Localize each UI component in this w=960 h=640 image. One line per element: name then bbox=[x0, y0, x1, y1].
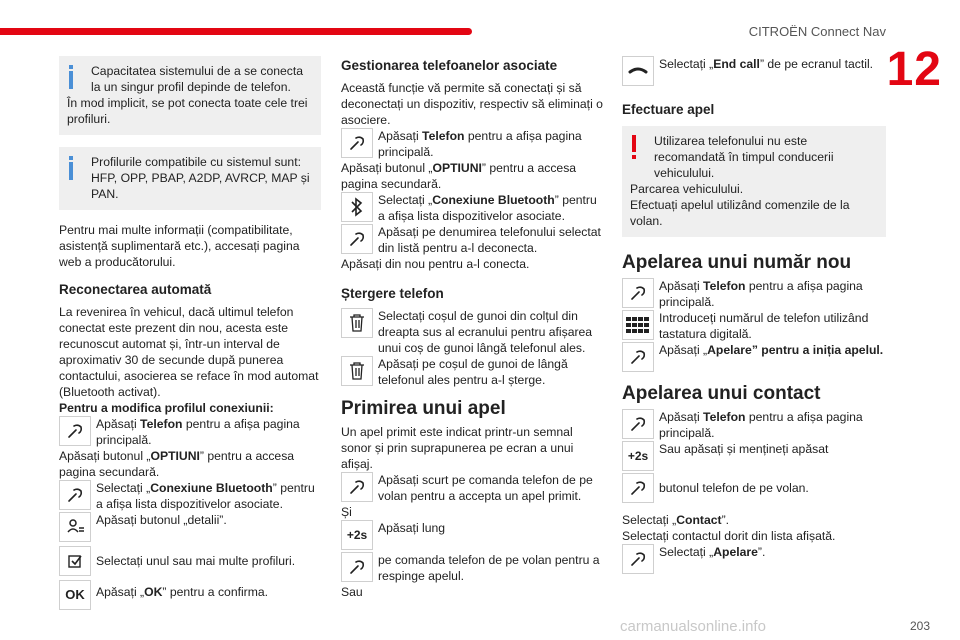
tap-icon bbox=[341, 128, 373, 158]
info-icon bbox=[67, 156, 75, 182]
step-row: Selectați „Apelare”. bbox=[622, 544, 886, 574]
paragraph: Și bbox=[341, 505, 352, 519]
step-row: Apăsați Telefon pentru a afișa pagina principală. bbox=[59, 416, 321, 448]
paragraph: Selectați contactul dorit din lista afișată. bbox=[622, 529, 836, 543]
step-row: Apăsați Telefon pentru a afișa pagina principală. bbox=[341, 128, 603, 160]
tap-icon bbox=[59, 416, 91, 446]
tap-icon bbox=[622, 342, 654, 372]
step-row: Apăsați Telefon pentru a afișa pagina principală. bbox=[622, 409, 886, 441]
step-row: butonul telefon de pe volan. bbox=[622, 473, 886, 503]
step-row: Selectați „Conexiune Bluetooth” pentru a afișa lista dispozitivelor asociate. bbox=[341, 192, 603, 224]
section-heading: Efectuare apel bbox=[622, 102, 715, 117]
ok-icon: OK bbox=[59, 580, 91, 610]
tap-icon bbox=[341, 224, 373, 254]
step-row: OK Apăsați „OK” pentru a confirma. bbox=[59, 580, 321, 610]
header-title: CITROËN Connect Nav bbox=[748, 24, 886, 39]
checkbox-icon bbox=[59, 546, 91, 576]
step-row: Selectați coșul de gunoi din colțul din dreapta sus al ecranului pentru afișarea unui coș de gunoi lângă telefonul ales. bbox=[341, 308, 603, 356]
paragraph: Această funcție vă permite să conectați și să deconectați un dispozitiv, respectiv să eliminați o asociere. bbox=[341, 81, 603, 127]
paragraph: La revenirea în vehicul, dacă ultimul telefon conectat este prezent din nou, acesta este recunoscut automat și, într-un interval de aproximativ 30 de secunde după punerea contactului, asocierea se reface în mod automat (Bluetooth activat). bbox=[59, 305, 319, 399]
keypad-icon bbox=[622, 310, 654, 340]
warning-icon bbox=[630, 135, 638, 161]
tap-icon bbox=[622, 544, 654, 574]
paragraph: Un apel primit este indicat printr-un semnal sonor și prin suprapunerea pe ecran a unui afișaj. bbox=[341, 425, 574, 471]
watermark: carmanualsonline.info bbox=[620, 618, 766, 635]
tap-icon bbox=[341, 552, 373, 582]
step-row: Apăsați „Apelare” pentru a iniția apelul. bbox=[622, 342, 886, 372]
page-number: 203 bbox=[909, 619, 930, 633]
step-row: Apăsați scurt pe comanda telefon de pe volan pentru a accepta un apel primit. bbox=[341, 472, 603, 504]
long-press-icon: +2s bbox=[341, 520, 373, 550]
header-red-bar bbox=[0, 28, 472, 35]
step-row: Apăsați Telefon pentru a afișa pagina principală. bbox=[622, 278, 886, 310]
step-row: pe comanda telefon de pe volan pentru a respinge apelul. bbox=[341, 552, 603, 584]
column-3 bbox=[622, 56, 886, 574]
warning-box: Utilizarea telefonului nu este recomandată în timpul conducerii vehiculului. Parcarea vehiculului. Efectuați apelul utilizând comenzile de la volan. bbox=[622, 126, 886, 237]
step-row: Apăsați pe denumirea telefonului selectat din listă pentru a-l deconecta. bbox=[341, 224, 603, 256]
paragraph: Sau bbox=[341, 585, 363, 599]
details-icon bbox=[59, 512, 91, 542]
tap-icon bbox=[622, 409, 654, 439]
bluetooth-icon bbox=[341, 192, 373, 222]
tap-icon bbox=[341, 472, 373, 502]
info-box-compat: Profilurile compatibile cu sistemul sunt: HFP, OPP, PBAP, A2DP, AVRCP, MAP și PAN. bbox=[59, 147, 321, 210]
section-heading: Reconectarea automată bbox=[59, 282, 212, 297]
section-heading: Apelarea unui număr nou bbox=[622, 252, 852, 273]
step-row: Selectați „End call” de pe ecranul tactil. bbox=[622, 56, 886, 86]
paragraph: Pentru a modifica profilul conexiunii: bbox=[59, 401, 274, 415]
step-row: Selectați „Conexiune Bluetooth” pentru a afișa lista dispozitivelor asociate. bbox=[59, 480, 321, 512]
section-heading: Gestionarea telefoanelor asociate bbox=[341, 58, 558, 73]
tap-icon bbox=[622, 278, 654, 308]
trash-icon bbox=[341, 308, 373, 338]
step-row: Introduceți numărul de telefon utilizând tastatura digitală. bbox=[622, 310, 886, 342]
step-row: +2s Apăsați lung bbox=[341, 520, 603, 550]
step-row: Apăsați pe coșul de gunoi de lângă telefonul ales pentru a-l șterge. bbox=[341, 356, 603, 388]
tap-icon bbox=[59, 480, 91, 510]
paragraph: Apăsați butonul „OPTIUNI” pentru a accesa pagina secundară. bbox=[341, 161, 577, 191]
tap-icon bbox=[622, 473, 654, 503]
info-box-profile: Capacitatea sistemului de a se conecta la un singur profil depinde de telefon. În mod implicit, se pot conecta toate cele trei profiluri. bbox=[59, 56, 321, 135]
section-heading: Primirea unui apel bbox=[341, 398, 506, 419]
paragraph: Selectați „Contact”. bbox=[622, 513, 730, 527]
column-2 bbox=[341, 56, 603, 600]
step-row: Apăsați butonul „detalii”. bbox=[59, 512, 321, 542]
chapter-number: 12 bbox=[886, 43, 942, 96]
trash-icon bbox=[341, 356, 373, 386]
step-row: Selectați unul sau mai multe profiluri. bbox=[59, 546, 321, 576]
paragraph: Apăsați din nou pentru a-l conecta. bbox=[341, 257, 530, 271]
column-1 bbox=[59, 56, 321, 610]
paragraph: Apăsați butonul „OPTIUNI” pentru a accesa pagina secundară. bbox=[59, 449, 295, 479]
section-heading: Apelarea unui contact bbox=[622, 383, 821, 404]
long-press-icon: +2s bbox=[622, 441, 654, 471]
section-heading: Ștergere telefon bbox=[341, 286, 444, 301]
paragraph: Pentru mai multe informații (compatibilitate, asistență suplimentară etc.), accesați pagina web a producătorului. bbox=[59, 223, 300, 269]
end-call-icon bbox=[622, 56, 654, 86]
step-row: +2s Sau apăsați și mențineți apăsat bbox=[622, 441, 886, 471]
info-icon bbox=[67, 65, 75, 91]
